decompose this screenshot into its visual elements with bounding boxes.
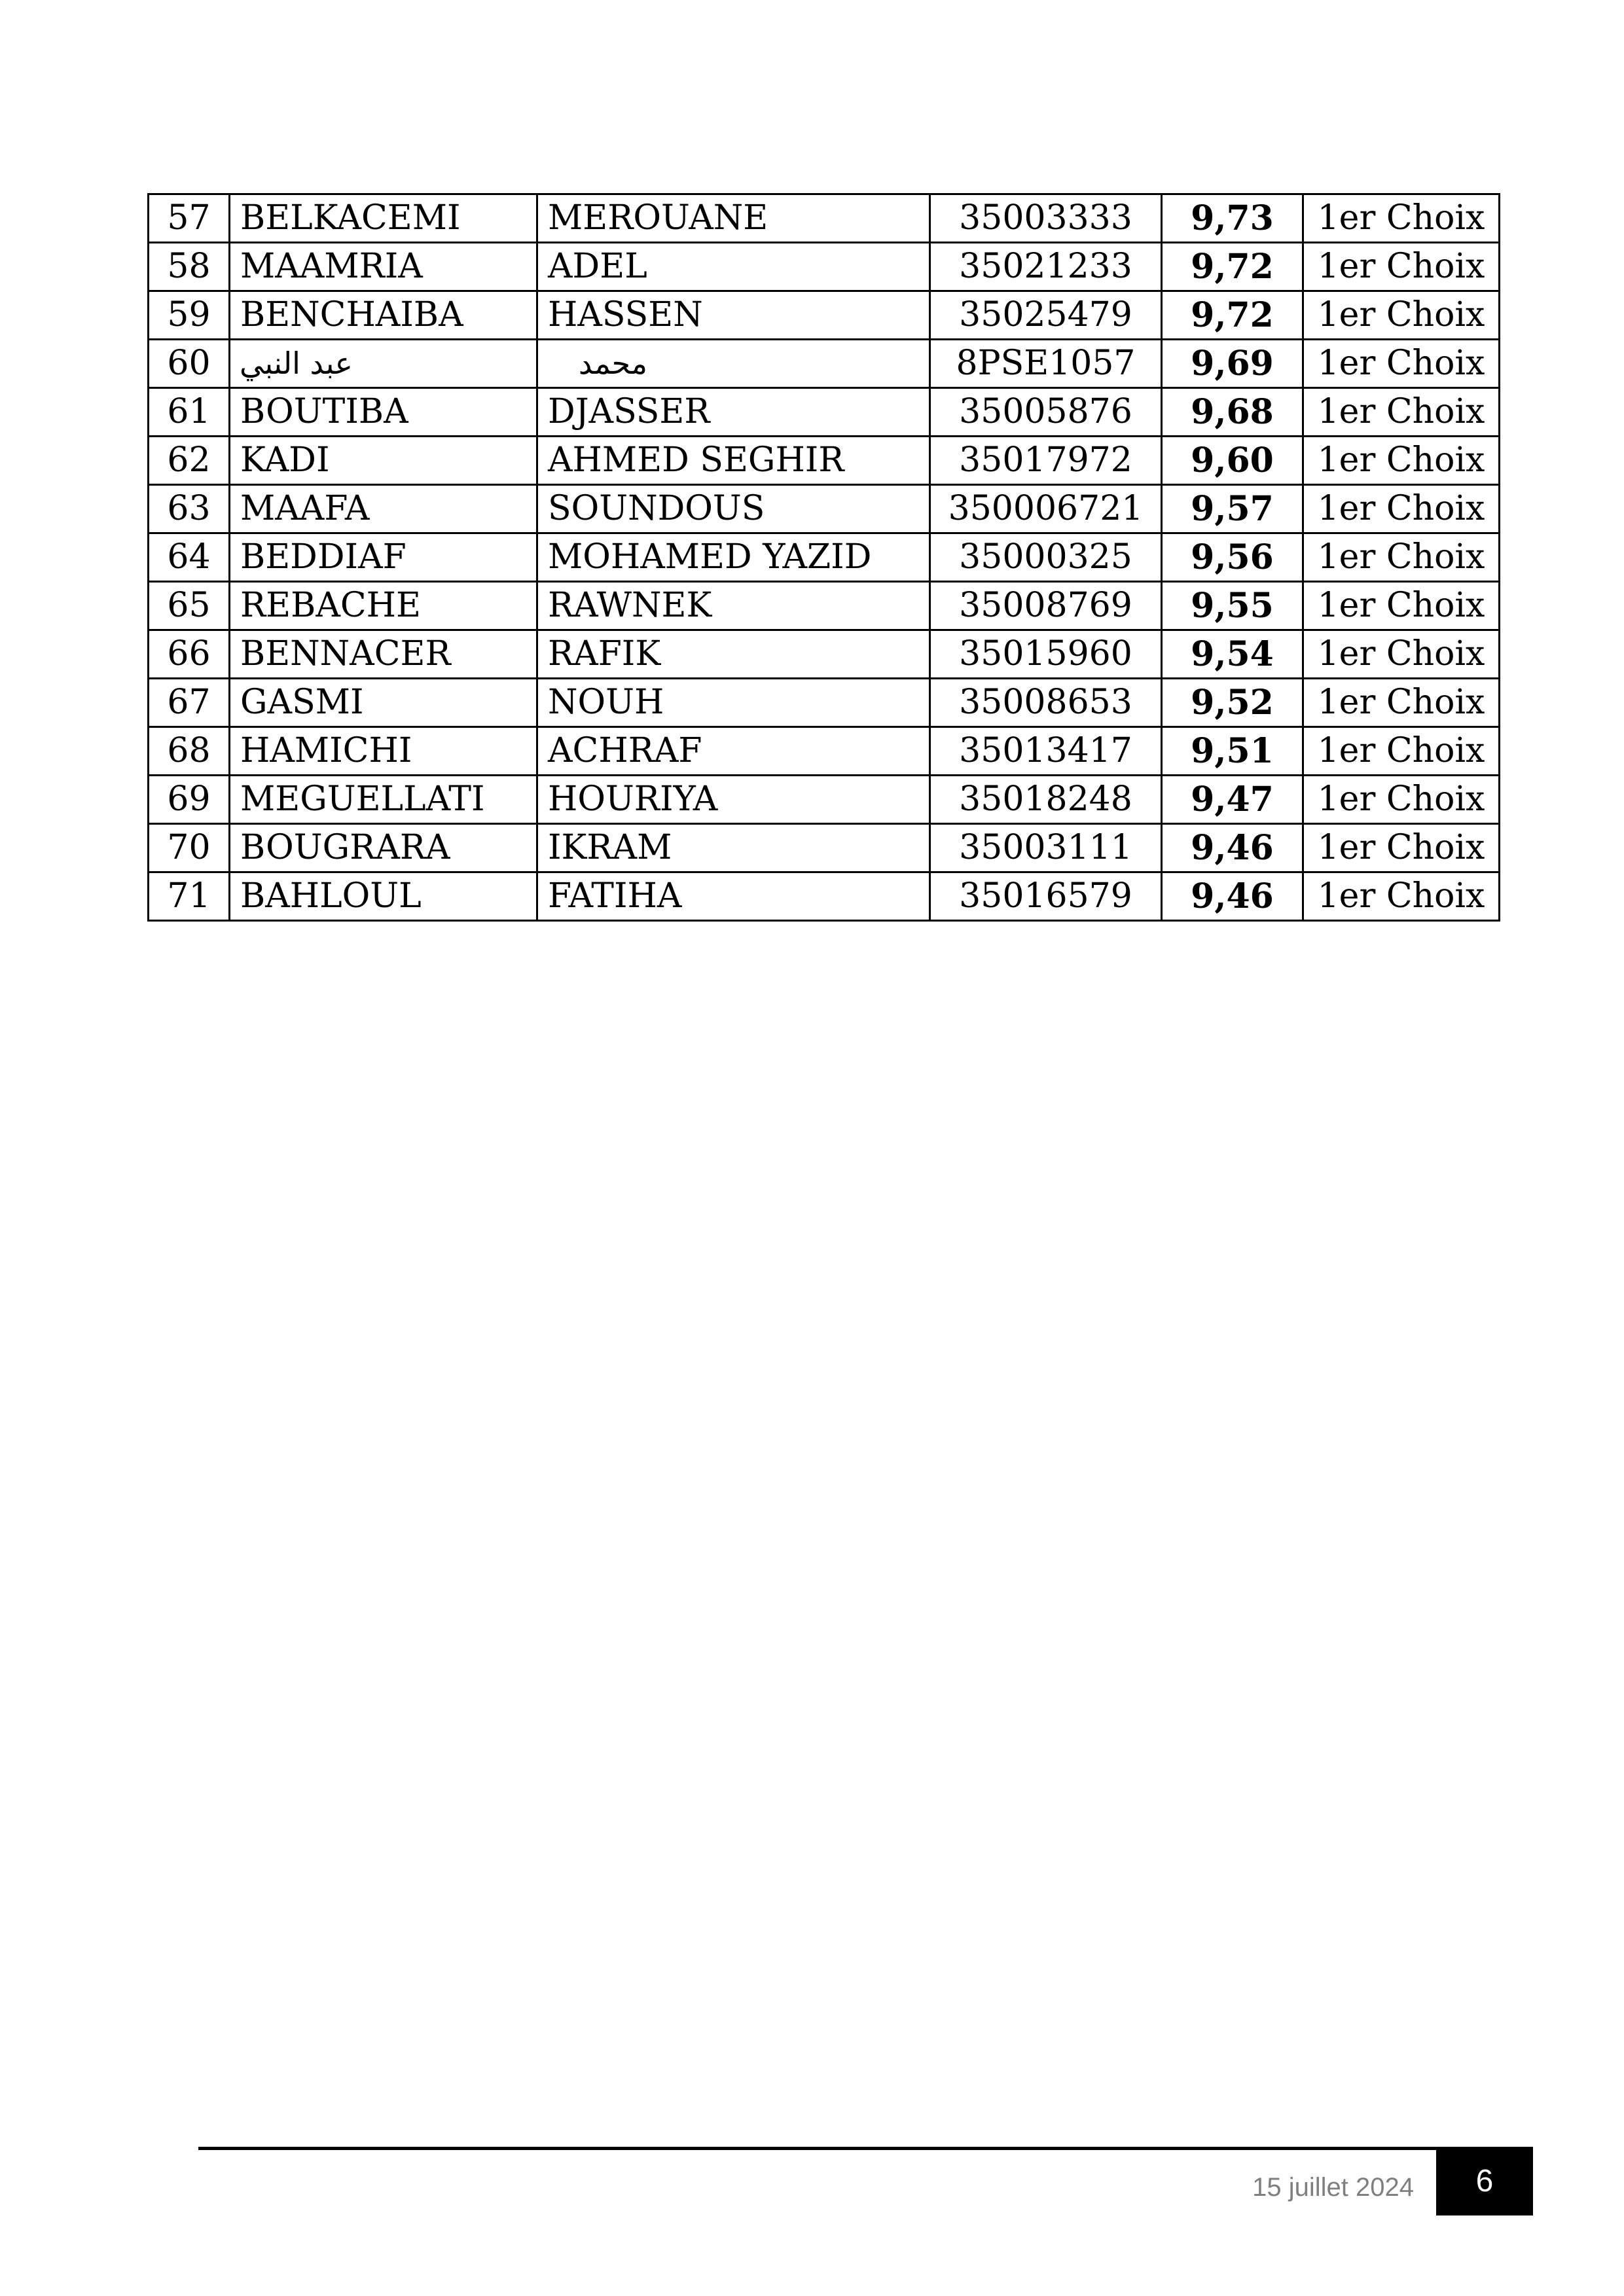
candidate-id-cell: 35016579 bbox=[930, 872, 1162, 921]
choice-cell: 1er Choix bbox=[1303, 194, 1500, 243]
last-name-cell: MAAFA bbox=[230, 485, 537, 533]
rank-cell: 66 bbox=[149, 630, 230, 679]
table-row bbox=[149, 194, 1500, 243]
rank-cell: 64 bbox=[149, 533, 230, 582]
last-name-cell: GASMI bbox=[230, 679, 537, 727]
rank-cell: 70 bbox=[149, 824, 230, 872]
last-name-cell: BENCHAIBA bbox=[230, 291, 537, 340]
choice-cell: 1er Choix bbox=[1303, 485, 1500, 533]
first-name-cell: DJASSER bbox=[537, 388, 930, 437]
last-name-cell: BOUTIBA bbox=[230, 388, 537, 437]
choice-cell: 1er Choix bbox=[1303, 727, 1500, 776]
first-name-cell: HASSEN bbox=[537, 291, 930, 340]
last-name-cell: HAMICHI bbox=[230, 727, 537, 776]
table-row bbox=[149, 776, 1500, 824]
last-name-cell: BEDDIAF bbox=[230, 533, 537, 582]
candidate-id-cell: 35025479 bbox=[930, 291, 1162, 340]
table-row bbox=[149, 533, 1500, 582]
table-row bbox=[149, 630, 1500, 679]
candidate-id-cell: 35005876 bbox=[930, 388, 1162, 437]
candidate-id-cell: 35000325 bbox=[930, 533, 1162, 582]
score-cell: 9,47 bbox=[1162, 776, 1303, 824]
page-number: 6 bbox=[1436, 2147, 1533, 2215]
rank-cell: 62 bbox=[149, 437, 230, 485]
last-name-cell: BENNACER bbox=[230, 630, 537, 679]
rank-cell: 60 bbox=[149, 340, 230, 388]
choice-cell: 1er Choix bbox=[1303, 243, 1500, 291]
first-name-cell: IKRAM bbox=[537, 824, 930, 872]
choice-cell: 1er Choix bbox=[1303, 824, 1500, 872]
candidate-id-cell: 35008769 bbox=[930, 582, 1162, 630]
table-row bbox=[149, 485, 1500, 533]
rank-cell: 57 bbox=[149, 194, 230, 243]
candidate-id-cell: 35015960 bbox=[930, 630, 1162, 679]
rank-cell: 65 bbox=[149, 582, 230, 630]
choice-cell: 1er Choix bbox=[1303, 291, 1500, 340]
score-cell: 9,52 bbox=[1162, 679, 1303, 727]
score-cell: 9,72 bbox=[1162, 243, 1303, 291]
results-table-body bbox=[149, 194, 1500, 921]
table-row bbox=[149, 388, 1500, 437]
rank-cell: 58 bbox=[149, 243, 230, 291]
last-name-cell: BOUGRARA bbox=[230, 824, 537, 872]
table-row bbox=[149, 291, 1500, 340]
first-name-cell: MEROUANE bbox=[537, 194, 930, 243]
table-row bbox=[149, 727, 1500, 776]
choice-cell: 1er Choix bbox=[1303, 630, 1500, 679]
footer-divider bbox=[198, 2147, 1440, 2150]
table-row bbox=[149, 437, 1500, 485]
score-cell: 9,73 bbox=[1162, 194, 1303, 243]
table-row bbox=[149, 824, 1500, 872]
rank-cell: 67 bbox=[149, 679, 230, 727]
table-row bbox=[149, 582, 1500, 630]
first-name-cell: FATIHA bbox=[537, 872, 930, 921]
score-cell: 9,72 bbox=[1162, 291, 1303, 340]
first-name-cell: AHMED SEGHIR bbox=[537, 437, 930, 485]
rank-cell: 71 bbox=[149, 872, 230, 921]
score-cell: 9,68 bbox=[1162, 388, 1303, 437]
table-row bbox=[149, 679, 1500, 727]
choice-cell: 1er Choix bbox=[1303, 582, 1500, 630]
first-name-cell: HOURIYA bbox=[537, 776, 930, 824]
choice-cell: 1er Choix bbox=[1303, 776, 1500, 824]
last-name-cell: BAHLOUL bbox=[230, 872, 537, 921]
first-name-cell: RAFIK bbox=[537, 630, 930, 679]
score-cell: 9,57 bbox=[1162, 485, 1303, 533]
first-name-cell: MOHAMED YAZID bbox=[537, 533, 930, 582]
candidate-id-cell: 35021233 bbox=[930, 243, 1162, 291]
footer-date: 15 juillet 2024 bbox=[1252, 2173, 1414, 2202]
rank-cell: 61 bbox=[149, 388, 230, 437]
table-row bbox=[149, 872, 1500, 921]
choice-cell: 1er Choix bbox=[1303, 437, 1500, 485]
score-cell: 9,56 bbox=[1162, 533, 1303, 582]
score-cell: 9,54 bbox=[1162, 630, 1303, 679]
candidate-id-cell: 35003111 bbox=[930, 824, 1162, 872]
rank-cell: 63 bbox=[149, 485, 230, 533]
last-name-cell: REBACHE bbox=[230, 582, 537, 630]
first-name-cell: ACHRAF bbox=[537, 727, 930, 776]
table-row bbox=[149, 340, 1500, 388]
candidate-id-cell: 35008653 bbox=[930, 679, 1162, 727]
first-name-cell: ADEL bbox=[537, 243, 930, 291]
score-cell: 9,51 bbox=[1162, 727, 1303, 776]
score-cell: 9,55 bbox=[1162, 582, 1303, 630]
first-name-cell: NOUH bbox=[537, 679, 930, 727]
rank-cell: 68 bbox=[149, 727, 230, 776]
candidate-id-cell: 35017972 bbox=[930, 437, 1162, 485]
score-cell: 9,69 bbox=[1162, 340, 1303, 388]
candidate-id-cell: 35018248 bbox=[930, 776, 1162, 824]
candidate-id-cell: 35003333 bbox=[930, 194, 1162, 243]
first-name-cell: محمد bbox=[537, 340, 930, 388]
score-cell: 9,60 bbox=[1162, 437, 1303, 485]
rank-cell: 59 bbox=[149, 291, 230, 340]
last-name-cell: BELKACEMI bbox=[230, 194, 537, 243]
first-name-cell: RAWNEK bbox=[537, 582, 930, 630]
last-name-cell: عبد النبي bbox=[230, 340, 537, 388]
choice-cell: 1er Choix bbox=[1303, 533, 1500, 582]
results-table bbox=[147, 193, 1500, 922]
candidate-id-cell: 8PSE1057 bbox=[930, 340, 1162, 388]
rank-cell: 69 bbox=[149, 776, 230, 824]
choice-cell: 1er Choix bbox=[1303, 679, 1500, 727]
last-name-cell: MEGUELLATI bbox=[230, 776, 537, 824]
choice-cell: 1er Choix bbox=[1303, 388, 1500, 437]
last-name-cell: KADI bbox=[230, 437, 537, 485]
candidate-id-cell: 35013417 bbox=[930, 727, 1162, 776]
choice-cell: 1er Choix bbox=[1303, 340, 1500, 388]
score-cell: 9,46 bbox=[1162, 872, 1303, 921]
last-name-cell: MAAMRIA bbox=[230, 243, 537, 291]
table-row bbox=[149, 243, 1500, 291]
choice-cell: 1er Choix bbox=[1303, 872, 1500, 921]
first-name-cell: SOUNDOUS bbox=[537, 485, 930, 533]
candidate-id-cell: 350006721 bbox=[930, 485, 1162, 533]
score-cell: 9,46 bbox=[1162, 824, 1303, 872]
